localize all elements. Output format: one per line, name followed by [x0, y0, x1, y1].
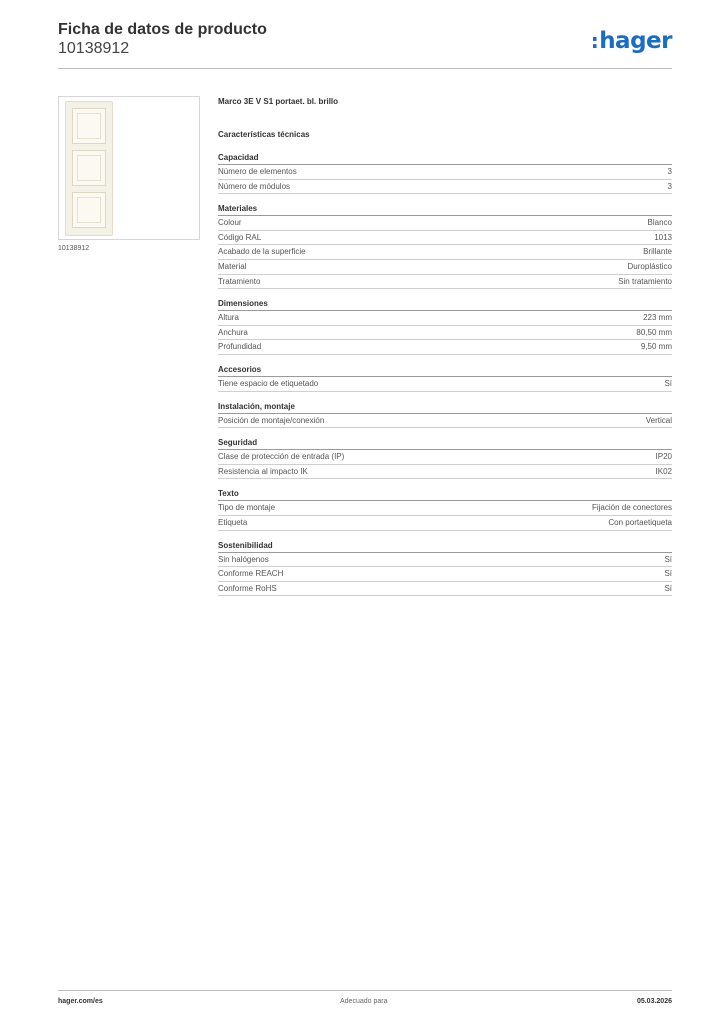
spec-row [218, 567, 672, 582]
spec-row [218, 582, 672, 597]
spec-group [218, 437, 672, 479]
spec-value: Brillante [643, 247, 672, 257]
group-title: Capacidad [218, 152, 672, 165]
spec-value: Fijación de conectores [591, 503, 672, 513]
spec-group [218, 488, 672, 530]
group-title: Materiales [218, 203, 672, 216]
document-title: Ficha de datos de producto [58, 21, 267, 38]
spec-label: Tipo de montaje [218, 503, 276, 513]
page-footer [58, 998, 672, 1010]
spec-row [218, 275, 672, 290]
spec-value: Vertical [645, 415, 672, 425]
brand-logo: :hager [590, 28, 672, 54]
spec-value: IK02 [655, 466, 672, 476]
footer-divider [58, 990, 672, 991]
spec-row [218, 377, 672, 392]
spec-label: Acabado de la superficie [218, 247, 306, 257]
spec-value: Sí [664, 554, 672, 564]
spec-value: 1013 [654, 232, 672, 242]
spec-value: 223 mm [643, 313, 672, 323]
section-heading: Características técnicas [218, 130, 310, 139]
spec-label: Sin halógenos [218, 554, 269, 564]
frame-illustration [65, 101, 113, 236]
spec-label: Resistencia al impacto IK [218, 466, 308, 476]
spec-row [218, 216, 672, 231]
frame-slot [72, 192, 106, 228]
group-title: Texto [218, 488, 672, 501]
spec-label: Etiqueta [218, 517, 248, 527]
spec-group [218, 540, 672, 597]
spec-value: Sí [664, 569, 672, 579]
spec-label: Conforme REACH [218, 569, 284, 579]
spec-section [218, 96, 672, 605]
spec-groups [218, 152, 672, 596]
spec-label: Colour [218, 218, 242, 228]
spec-group [218, 203, 672, 289]
group-title: Accesorios [218, 364, 672, 377]
spec-value: 3 [667, 167, 672, 176]
spec-value: Sí [664, 583, 672, 593]
frame-slot [72, 150, 106, 186]
group-title: Seguridad [218, 437, 672, 450]
footer-center-text: Adecuado para [340, 998, 388, 1005]
spec-row [218, 165, 672, 180]
spec-row [218, 553, 672, 568]
spec-row [218, 450, 672, 465]
spec-row [218, 260, 672, 275]
spec-value: 3 [667, 181, 672, 191]
spec-value: Duroplástico [627, 261, 672, 271]
spec-value: Con portaetiqueta [608, 517, 672, 527]
image-caption: 10138912 [58, 245, 90, 252]
spec-row [218, 340, 672, 355]
spec-label: Código RAL [218, 232, 262, 242]
spec-row [218, 180, 672, 195]
spec-label: Posición de montaje/conexión [218, 415, 325, 425]
spec-row [218, 516, 672, 531]
spec-row [218, 311, 672, 326]
spec-label: Conforme RoHS [218, 583, 277, 593]
footer-date: 05.03.2026 [636, 998, 672, 1005]
spec-value: Sí [664, 378, 672, 388]
product-code: 10138912 [58, 40, 130, 57]
header-divider [58, 68, 672, 69]
product-image [58, 96, 200, 240]
spec-label: Material [218, 261, 247, 271]
spec-group [218, 298, 672, 355]
group-title: Instalación, montaje [218, 401, 672, 414]
logo-text: hager [599, 28, 672, 54]
spec-value: Blanco [647, 218, 672, 228]
spec-group [218, 152, 672, 194]
spec-row [218, 326, 672, 341]
spec-row [218, 245, 672, 260]
spec-label: Clase de protección de entrada (IP) [218, 452, 345, 462]
spec-label: Anchura [218, 327, 248, 337]
spec-value: Sin tratamiento [618, 276, 672, 286]
frame-slot [72, 108, 106, 144]
spec-value: IP20 [655, 452, 672, 462]
spec-row [218, 465, 672, 480]
spec-label: Tratamiento [218, 276, 261, 286]
spec-label: Tiene espacio de etiquetado [218, 378, 319, 388]
spec-label: Número de módulos [218, 181, 291, 191]
spec-value: 80,50 mm [636, 327, 672, 337]
spec-row [218, 231, 672, 246]
group-title: Dimensiones [218, 298, 672, 311]
spec-label: Profundidad [218, 342, 262, 352]
spec-group [218, 364, 672, 392]
page-header [58, 20, 672, 58]
spec-row [218, 501, 672, 516]
spec-label: Número de elementos [218, 167, 297, 176]
spec-value: 9,50 mm [640, 342, 672, 352]
spec-group [218, 401, 672, 429]
spec-label: Altura [218, 313, 239, 323]
product-name: Marco 3E V S1 portaet. bl. brillo [218, 97, 339, 106]
footer-website[interactable]: hager.com/es [58, 998, 103, 1005]
spec-row [218, 414, 672, 429]
group-title: Sostenibilidad [218, 540, 672, 553]
